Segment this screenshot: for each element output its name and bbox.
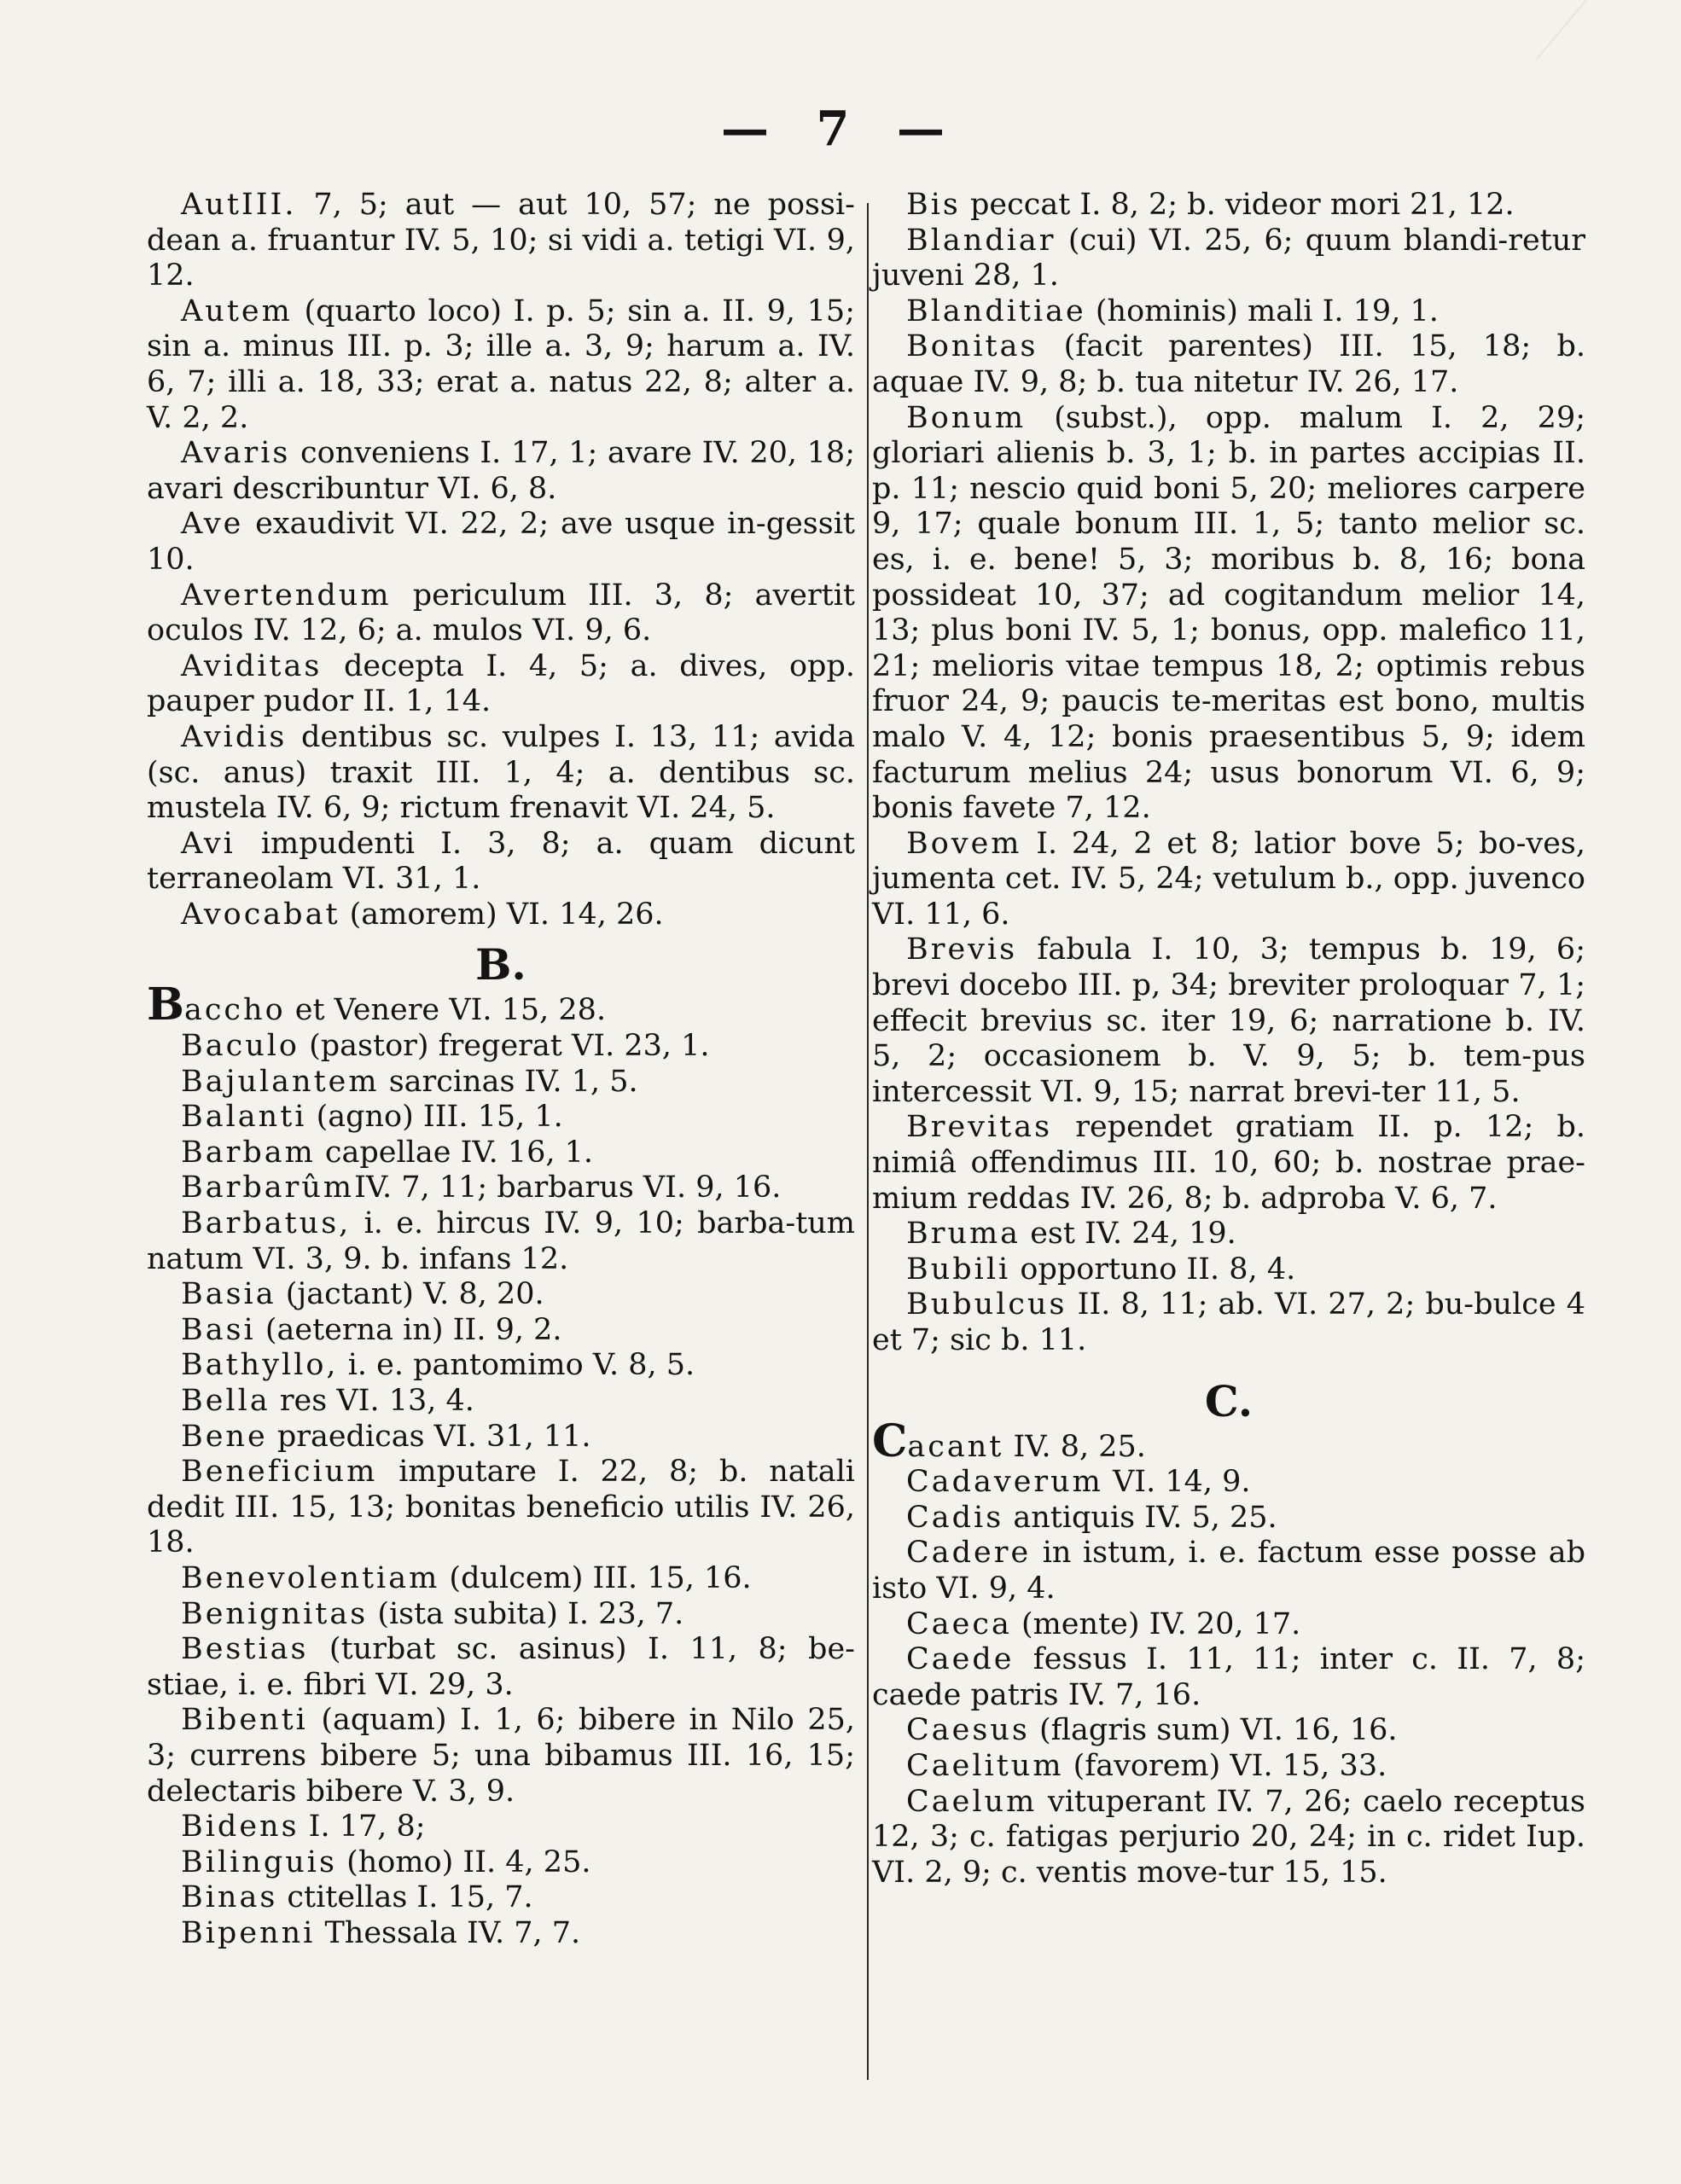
index-entry <box>147 1455 855 1561</box>
headword: Baculo <box>181 1029 300 1064</box>
headword: Cadaverum <box>906 1465 1103 1500</box>
headword: Avocabat <box>181 897 340 932</box>
entry-text: (aquam) I. 1, 6; bibere in Nilo 25, 3; currens bibere 5; una bibamus III. 16, 15; delectaris bibere V. 3, 9. <box>147 1703 855 1809</box>
section-heading-b: B. <box>475 939 526 990</box>
headword: Binas <box>181 1880 278 1915</box>
index-entry <box>147 1561 855 1597</box>
entry-text: antiquis IV. 5, 25. <box>1003 1500 1277 1535</box>
index-entry <box>872 1110 1585 1217</box>
entry-text: praedicas VI. 31, 11. <box>267 1419 591 1454</box>
index-entry <box>147 827 855 897</box>
index-entry <box>147 1170 855 1206</box>
headword: Bibenti <box>181 1703 308 1738</box>
headword: accho <box>183 993 286 1028</box>
entry-text: VI. 14, 9. <box>1102 1465 1251 1500</box>
headword: Bajulantem <box>181 1064 380 1099</box>
headword: Basi <box>181 1312 256 1347</box>
index-entry <box>147 1384 855 1420</box>
section-heading-c: C. <box>1204 1375 1253 1426</box>
entry-text: i. e. hircus IV. 9, 10; barba-tum natum VI. 3, 9. b. infans 12. <box>147 1206 855 1276</box>
headword: Caelum <box>906 1784 1038 1819</box>
entry-text: I. 17, 8; <box>299 1809 426 1844</box>
entry-text: (ista subita) I. 23, 7. <box>368 1596 684 1631</box>
headword: AutIII. <box>181 188 297 222</box>
entry-text: exaudivit VI. 22, 2; ave usque in-gessit 10. <box>147 507 855 577</box>
index-entry <box>147 897 855 933</box>
entry-text: periculum III. 3, 8; avertit oculos IV. 12, 6; a. mulos VI. 9, 6. <box>147 578 855 648</box>
index-entry <box>872 1749 1585 1785</box>
headword: Balanti <box>181 1100 307 1135</box>
headword: Ave <box>181 507 244 542</box>
headword: Blanditiae <box>906 293 1086 328</box>
index-entry <box>147 188 855 294</box>
index-entry <box>147 1277 855 1313</box>
index-entry <box>147 578 855 649</box>
entry-text: (pastor) fregerat VI. 23, 1. <box>300 1029 710 1064</box>
index-entry <box>147 720 855 827</box>
index-entry <box>872 827 1585 933</box>
headword: Caede <box>906 1642 1015 1677</box>
headword: Brevis <box>906 932 1018 967</box>
index-entry <box>872 1252 1585 1288</box>
left-column <box>147 188 855 1952</box>
headword: Barbam <box>181 1135 316 1170</box>
entry-text: (jactant) V. 8, 20. <box>276 1277 544 1312</box>
headword: Bovem <box>906 826 1022 861</box>
entry-text: est IV. 24, 19. <box>1021 1217 1236 1252</box>
headword: Bis <box>906 188 961 222</box>
headword: Bella <box>181 1384 270 1418</box>
index-entry <box>872 401 1585 827</box>
entries-c-section <box>872 1465 1585 1891</box>
right-column <box>872 188 1585 1891</box>
entries-b-continued <box>872 188 1585 1359</box>
index-entry <box>147 294 855 436</box>
headword: Caeca <box>906 1606 1012 1641</box>
entry-text: fessus I. 11, 11; inter c. II. 7, 8; caede patris IV. 7, 16. <box>872 1642 1585 1712</box>
entry-text: (subst.), opp. malum I. 2, 29; gloriari alienis b. 3, 1; b. in partes accipias II. p. 11; nescio quid boni 5, 20; meliores carpere 9, 17; quale bonum III. 1, 5; tanto melior sc. es, i. e. bene! 5, 3; moribus b. 8, 16; bona possideat 10, 37; ad cogitandum melior 14, 13; plus boni IV. 5, 1; bonus, opp. malefico 11, 21; melioris vitae tempus 18, 2; optimis rebus fruor 24, 9; paucis te-meritas est bono, multis malo V. 4, 12; bonis praesentibus 5, 9; idem facturum melius 24; usus bonorum VI. 6, 9; bonis favete 7, 12. <box>872 400 1585 826</box>
headword: Bathyllo, <box>181 1348 339 1383</box>
entry-text: (flagris sum) VI. 16, 16. <box>1029 1713 1398 1748</box>
index-entry <box>147 1029 855 1065</box>
headword: Blandiar <box>906 223 1056 258</box>
index-entry <box>872 1642 1585 1713</box>
entry-text: (hominis) mali I. 19, 1. <box>1085 293 1439 328</box>
headword: Caesus <box>906 1713 1030 1748</box>
index-entry <box>147 1206 855 1277</box>
entry-text: peccat I. 8, 2; b. videor mori 21, 12. <box>960 188 1515 222</box>
headword: Bonum <box>906 400 1027 435</box>
index-entry <box>147 1880 855 1916</box>
index-entry <box>872 1217 1585 1252</box>
headword: Avertendum <box>181 578 392 613</box>
index-entry <box>872 1785 1585 1891</box>
entry-text: ctitellas I. 15, 7. <box>277 1880 533 1915</box>
headword: Brevitas <box>906 1110 1053 1145</box>
headword: Autem <box>181 293 293 328</box>
headword: Beneficium <box>181 1455 378 1490</box>
headword: Bilinguis <box>181 1844 337 1879</box>
entry-text: sarcinas IV. 1, 5. <box>379 1064 638 1099</box>
index-entry <box>872 294 1585 330</box>
index-entry <box>872 1287 1585 1358</box>
index-entry <box>872 224 1585 294</box>
headword: Bene <box>181 1419 268 1454</box>
index-entry <box>872 1501 1585 1536</box>
headword: Cadis <box>906 1500 1004 1535</box>
page-corner-fold <box>1535 0 1681 60</box>
drop-initial-b: B <box>147 979 184 1031</box>
entry-text: et Venere VI. 15, 28. <box>285 993 607 1028</box>
entry-text: impudenti I. 3, 8; a. quam dicunt terraneolam VI. 31, 1. <box>147 826 855 897</box>
entry-text: in istum, i. e. factum esse posse ab isto VI. 9, 4. <box>872 1536 1585 1606</box>
entry-text: vituperant IV. 7, 26; caelo receptus 12, 3; c. fatigas perjurio 20, 24; in c. ridet Iup. VI. 2, 9; c. ventis move-tur 15, 15. <box>872 1784 1585 1890</box>
entry-text: 7, 5; aut — aut 10, 57; ne possi-dean a. fruantur IV. 5, 10; si vidi a. tetigi VI. 9, 12. <box>147 188 855 293</box>
entry-text: (homo) II. 4, 25. <box>336 1844 591 1879</box>
index-entry <box>147 1100 855 1136</box>
headword: Bubulcus <box>906 1287 1067 1322</box>
entry-text: (favorem) VI. 15, 33. <box>1063 1748 1387 1783</box>
index-entry <box>872 1536 1585 1606</box>
index-entry <box>872 329 1585 400</box>
index-entry <box>147 1313 855 1349</box>
index-entry <box>147 1845 855 1881</box>
index-entry <box>872 1713 1585 1749</box>
headword: Basia <box>181 1277 276 1312</box>
entry-text: (amorem) VI. 14, 26. <box>340 897 664 932</box>
index-entry <box>147 1420 855 1455</box>
entry-text: decepta I. 4, 5; a. dives, opp. pauper pudor II. 1, 14. <box>147 648 855 719</box>
entries-b-section <box>147 1029 855 1951</box>
entry-text: conveniens I. 17, 1; avare IV. 20, 18; avari describuntur VI. 6, 8. <box>147 436 855 506</box>
headword: Bipenni <box>181 1915 316 1950</box>
index-entry <box>147 436 855 507</box>
headword: Avi <box>181 826 236 861</box>
entry-text: (agno) III. 15, 1. <box>306 1100 563 1135</box>
page-number: — 7 — <box>721 101 960 157</box>
entry-text: (facit parentes) III. 15, 18; b. aquae IV. 9, 8; b. tua nitetur IV. 26, 17. <box>872 329 1585 399</box>
headword: Benevolentiam <box>181 1560 440 1595</box>
index-entry <box>147 507 855 578</box>
entry-text: i. e. pantomimo V. 8, 5. <box>338 1348 695 1383</box>
entry-text: fabula I. 10, 3; tempus b. 19, 6; brevi docebo III. p, 34; breviter proloquar 7, 1; effecit brevius sc. iter 19, 6; narratione b. IV. 5, 2; occasionem b. V. 9, 5; b. tem-pus intercessit VI. 9, 15; narrat brevi-ter 11, 5. <box>872 932 1585 1109</box>
headword: Bonitas <box>906 329 1038 364</box>
entry-text: IV. 7, 11; barbarus VI. 9, 16. <box>354 1170 782 1205</box>
index-entry <box>147 1065 855 1101</box>
headword: Bubili <box>906 1252 1011 1287</box>
headword: Avidis <box>181 719 288 754</box>
headword: Barbarûm <box>181 1170 355 1205</box>
headword: Bidens <box>181 1809 300 1844</box>
entry-text: opportuno II. 8, 4. <box>1010 1252 1296 1287</box>
index-entry <box>147 979 855 1031</box>
index-entry <box>872 932 1585 1110</box>
headword: Aviditas <box>181 648 323 683</box>
entry-text: rependet gratiam II. p. 12; b. nimiâ offendimus III. 10, 60; b. nostrae prae-mium reddas IV. 26, 8; b. adproba V. 6, 7. <box>872 1110 1585 1216</box>
headword: Barbatus, <box>181 1206 352 1241</box>
index-entry <box>147 1916 855 1952</box>
entry-text: (aeterna in) II. 9, 2. <box>255 1312 562 1347</box>
headword: Benignitas <box>181 1596 369 1631</box>
headword: Bruma <box>906 1217 1021 1252</box>
headword: Caelitum <box>906 1748 1064 1783</box>
index-entry <box>872 1465 1585 1501</box>
drop-initial-c: C <box>872 1414 908 1467</box>
entry-text: (mente) IV. 20, 17. <box>1011 1606 1301 1641</box>
index-entry <box>147 1348 855 1384</box>
entry-text: imputare I. 22, 8; b. natali dedit III. 15, 13; bonitas beneficio utilis IV. 26, 18. <box>147 1455 855 1560</box>
entry-text: Thessala IV. 7, 7. <box>315 1915 581 1950</box>
index-entry <box>147 649 855 720</box>
entry-text: I. 24, 2 et 8; latior bove 5; bo-ves, jumenta cet. IV. 5, 24; vetulum b., opp. juvenco VI. 11, 6. <box>872 826 1585 932</box>
entry-text: (turbat sc. asinus) I. 11, 8; be-stiae, i. e. fibri VI. 29, 3. <box>147 1632 855 1702</box>
index-entry <box>147 1597 855 1633</box>
entry-text: (dulcem) III. 15, 16. <box>439 1560 752 1595</box>
headword: Bestias <box>181 1632 309 1667</box>
entry-text: dentibus sc. vulpes I. 13, 11; avida (sc. anus) traxit III. 1, 4; a. dentibus sc. mustela IV. 6, 9; rictum frenavit VI. 24, 5. <box>147 719 855 826</box>
entries-a-section <box>147 188 855 932</box>
entry-text: (quarto loco) I. p. 5; sin a. II. 9, 15; sin a. minus III. p. 3; ille a. 3, 9; harum a. IV. 6, 7; illi a. 18, 33; erat a. natus 22, 8; alter a. V. 2, 2. <box>147 293 855 435</box>
entry-text: IV. 8, 25. <box>1003 1429 1146 1464</box>
entry-text: (cui) VI. 25, 6; quum blandi-retur juveni 28, 1. <box>872 223 1585 293</box>
headword: Avaris <box>181 436 291 471</box>
index-entry <box>872 1414 1585 1467</box>
index-entry <box>147 1703 855 1809</box>
headword: acant <box>907 1429 1004 1464</box>
entry-text: res VI. 13, 4. <box>270 1384 474 1418</box>
index-entry <box>147 1809 855 1845</box>
index-entry <box>872 1607 1585 1643</box>
headword: Cadere <box>906 1536 1032 1571</box>
index-entry <box>872 188 1585 224</box>
entry-text: capellae IV. 16, 1. <box>315 1135 594 1170</box>
entry-text: II. 8, 11; ab. VI. 27, 2; bu-bulce 4 et 7; sic b. 11. <box>872 1287 1585 1357</box>
index-entry <box>147 1136 855 1171</box>
index-entry <box>147 1632 855 1703</box>
column-divider <box>867 203 869 2080</box>
